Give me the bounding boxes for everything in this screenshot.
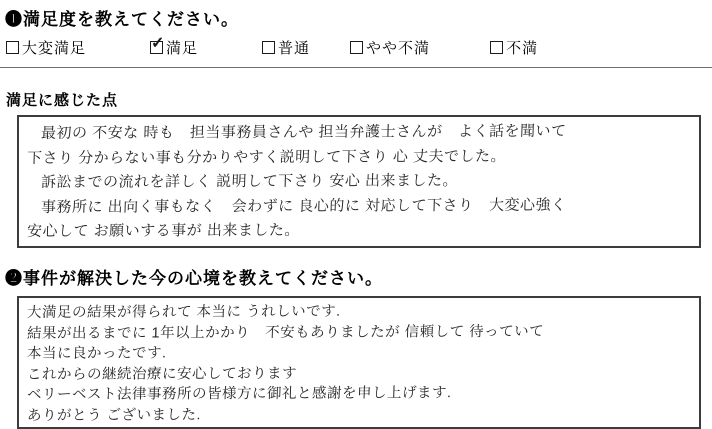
handwritten-line: これからの継続治療に安心しております	[26, 365, 298, 383]
handwritten-line: 結果が出るまでに 1年以上かかり 不安もありましたが 信頼して 待っていて	[26, 323, 545, 342]
question2-title: ❷事件が解決した今の心境を教えてください。	[5, 269, 383, 288]
handwritten-line: 事務所に 出向く事もなく 会わずに 良心的に 対応して下さり 大変心強く	[40, 196, 567, 216]
checkbox-option-daihen-manzoku	[6, 37, 86, 58]
question1-title: ❶満足度を教えてください。	[5, 10, 239, 29]
handwritten-line: ありがとう ございました.	[26, 406, 202, 424]
satisfied-points-label: 満足に感じた点	[6, 92, 119, 109]
checkbox-label: 普通	[278, 40, 311, 57]
answer-box-current-feelings	[17, 296, 701, 429]
checkbox-icon	[350, 41, 363, 54]
handwritten-line: 大満足の結果が得られて 本当に うれしいです.	[26, 303, 341, 322]
satisfaction-options-row	[0, 37, 712, 58]
checkbox-label: 不満	[506, 40, 539, 57]
checkbox-label: 大変満足	[22, 40, 87, 57]
handwritten-line: 下さり 分からない事も分かりやすく説明して下さり 心 丈夫でした。	[26, 147, 507, 167]
checkbox-icon	[6, 41, 19, 54]
handwritten-line: ベリーベスト法律事務所の皆様方に御礼と感謝を申し上げます.	[26, 385, 452, 404]
answer-box-satisfied-points	[17, 115, 701, 248]
handwritten-line: 訴訟までの流れを詳しく 説明して下さり 安心 出来ました。	[40, 172, 459, 191]
checkbox-option-yaya-fuman	[350, 37, 430, 58]
handwritten-line: 本当に良かったです.	[26, 345, 167, 363]
checkbox-icon	[150, 35, 166, 54]
checkbox-label: やや不満	[366, 40, 431, 57]
check-mark-icon: ✓	[151, 35, 166, 52]
section-divider	[0, 67, 712, 68]
checkbox-icon	[490, 41, 503, 54]
checkbox-option-manzoku	[150, 37, 198, 58]
handwritten-line: 安心して お願いする事が 出来ました。	[26, 221, 301, 241]
checkbox-label: 満足	[166, 40, 199, 57]
handwritten-line: 最初の 不安な 時も 担当事務員さんや 担当弁護士さんが よく話を聞いて	[40, 122, 567, 142]
checkbox-icon	[262, 41, 275, 54]
checkbox-option-fuman	[490, 37, 538, 58]
checkbox-option-futsuu	[262, 37, 310, 58]
